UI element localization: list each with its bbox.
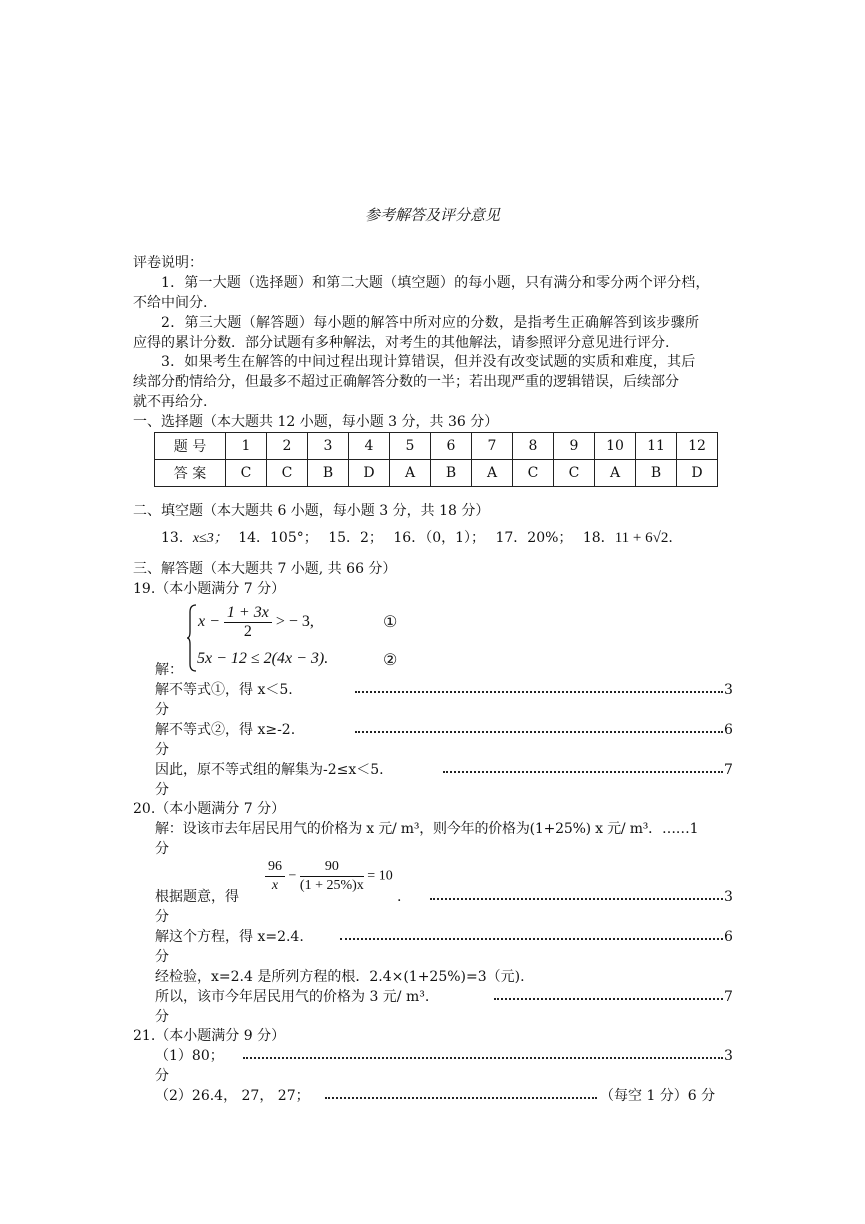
fill-17: 17．20%；	[495, 530, 573, 546]
q21-heading: 21.（本小题满分 9 分）	[133, 1028, 286, 1044]
table-cell: 12	[677, 433, 718, 460]
q20-step-4: 经检验，x=2.4 是所列方程的根．2.4×(1+25%)=3（元).	[155, 969, 525, 985]
dotted-leader	[355, 730, 723, 733]
q20-score-unit: 分	[155, 841, 169, 857]
q20-score-unit: 分	[155, 949, 169, 965]
table-cell: 6	[431, 433, 472, 460]
eq-fraction-1	[265, 858, 285, 895]
answer-table	[154, 432, 718, 487]
ineq1-right: > − 3,	[275, 613, 314, 631]
q19-score-unit: 分	[155, 742, 169, 758]
q21-score-2: （每空 1 分）6 分	[600, 1088, 716, 1104]
note-2: 2．第三大题（解答题）每小题的解答中所对应的分数，是指考生正确解答到该步骤所	[161, 315, 700, 331]
q19-heading: 19.（本小题满分 7 分）	[133, 581, 286, 597]
eq-den-2: (1 + 25%)x	[299, 878, 364, 893]
eq-num-2: 90	[300, 858, 364, 877]
q20-equation-period: .	[397, 889, 402, 905]
table-row-numbers	[155, 433, 718, 460]
table-cell: B	[308, 460, 349, 487]
fill-18-value: 11 + 6√2	[614, 530, 669, 546]
table-cell: 4	[349, 433, 390, 460]
ineq1-left: x −	[198, 613, 220, 631]
table-cell: C	[513, 460, 554, 487]
dotted-leader	[355, 690, 723, 693]
q21-score-1: 3	[724, 1048, 733, 1064]
eq-fraction-2	[300, 858, 364, 895]
table-row-answers	[155, 460, 718, 487]
dotted-leader	[340, 937, 723, 940]
table-cell: B	[431, 460, 472, 487]
fill-15: 15．2；	[328, 530, 383, 546]
q19-solve-label: 解：	[155, 662, 183, 678]
ineq1-fraction	[224, 604, 272, 641]
q19-score-2: 6	[724, 722, 733, 738]
fill-16: 16．（0，1）；	[393, 530, 486, 546]
section-2-heading: 二、填空题（本大题共 6 小题，每小题 3 分，共 18 分）	[133, 503, 490, 519]
q20-score-unit: 分	[155, 909, 169, 925]
table-cell: 11	[636, 433, 677, 460]
q19-step-2: 解不等式②，得 x≥-2.	[155, 722, 296, 738]
fill-answers	[161, 529, 673, 548]
table-cell: A	[472, 460, 513, 487]
q19-step-3: 因此，原不等式组的解集为-2≤x＜5.	[155, 762, 384, 778]
table-cell: 8	[513, 433, 554, 460]
section-1-heading: 一、选择题（本大题共 12 小题，每小题 3 分，共 36 分）	[133, 414, 499, 430]
eq-rhs: = 10	[367, 868, 393, 884]
q19-score-unit: 分	[155, 702, 169, 718]
q20-step-2: 根据题意，得	[155, 889, 239, 905]
page-title: 参考解答及评分意见	[364, 206, 500, 224]
ineq1-den: 2	[243, 623, 252, 640]
fill-18-label: 18．	[582, 530, 615, 546]
dotted-leader	[243, 1056, 723, 1059]
dotted-leader	[430, 897, 723, 900]
eq-num-1: 96	[265, 858, 285, 877]
table-cell: B	[636, 460, 677, 487]
table-cell: D	[677, 460, 718, 487]
q20-step-5: 所以，该市今年居民用气的价格为 3 元/ m³.	[155, 989, 430, 1005]
inequality-1	[198, 604, 314, 641]
table-cell: 5	[390, 433, 431, 460]
table-cell: C	[554, 460, 595, 487]
q20-step-1: 解：设该市去年居民用气的价格为 x 元/ m³，则今年的价格为(1+25%) x 元/ m³．……1	[155, 821, 699, 837]
fill-13-value: x≤3；	[192, 531, 228, 546]
fill-14: 14．105°；	[238, 530, 318, 546]
inequality-2: 5x − 12 ≤ 2(4x − 3).	[197, 650, 329, 667]
ineq1-num: 1 + 3x	[224, 604, 272, 623]
note-1-cont: 不给中间分.	[133, 295, 208, 311]
dotted-leader	[443, 770, 723, 773]
marker-2: ②	[383, 652, 398, 669]
table-label-answer: 答 案	[155, 460, 226, 487]
q19-score-3: 7	[724, 762, 733, 778]
eq-den-1: x	[271, 878, 279, 893]
q20-step-3: 解这个方程，得 x=2.4.	[155, 929, 304, 945]
table-label-number: 题 号	[155, 433, 226, 460]
table-cell: C	[226, 460, 267, 487]
note-3-cont: 续部分酌情给分，但最多不超过正确解答分数的一半；若出现严重的逻辑错误，后续部分	[133, 374, 679, 390]
q20-score-5: 7	[724, 989, 733, 1005]
fill-end: .	[668, 530, 673, 546]
table-cell: C	[267, 460, 308, 487]
q20-equation: $\frac{96}{x}$ − $\frac{90}{(1 + 25\%)x}$ = 10	[265, 858, 393, 895]
table-cell: 9	[554, 433, 595, 460]
table-cell: 7	[472, 433, 513, 460]
table-cell: A	[390, 460, 431, 487]
marker-1: ①	[383, 614, 398, 631]
table-cell: D	[349, 460, 390, 487]
q21-part-1: （1）80；	[155, 1048, 224, 1064]
q20-score-unit: 分	[155, 1009, 169, 1025]
dotted-leader	[494, 997, 723, 1000]
section-3-heading: 三、解答题（本大题共 7 小题, 共 66 分）	[133, 561, 397, 577]
table-cell: A	[595, 460, 636, 487]
q20-heading: 20.（本小题满分 7 分）	[133, 801, 286, 817]
table-cell: 3	[308, 433, 349, 460]
fill-13-label: 13．	[161, 530, 193, 546]
note-3-end: 就不再给分.	[133, 394, 208, 410]
dotted-leader	[325, 1096, 597, 1099]
table-cell: 1	[226, 433, 267, 460]
q20-score-2: 3	[724, 889, 733, 905]
q21-score-unit: 分	[155, 1068, 169, 1084]
q19-score-unit: 分	[155, 782, 169, 798]
q21-part-2: （2）26.4， 27， 27；	[155, 1088, 310, 1104]
table-cell: 10	[595, 433, 636, 460]
note-3: 3．如果考生在解答的中间过程出现计算错误，但并没有改变试题的实质和难度，其后	[161, 354, 696, 370]
notes-heading: 评卷说明：	[133, 255, 203, 271]
q20-score-3: 6	[724, 929, 733, 945]
note-2-cont: 应得的累计分数．部分试题有多种解法，对考生的其他解法，请参照评分意见进行评分.	[133, 335, 670, 351]
q19-score-1: 3	[724, 682, 733, 698]
note-1: 1．第一大题（选择题）和第二大题（填空题）的每小题，只有满分和零分两个评分档，	[161, 275, 710, 291]
q19-step-1: 解不等式①，得 x＜5.	[155, 682, 293, 698]
table-cell: 2	[267, 433, 308, 460]
